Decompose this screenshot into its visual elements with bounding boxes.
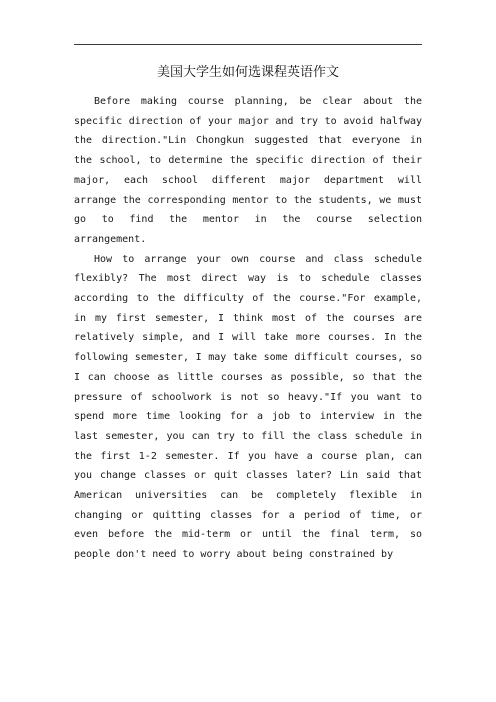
header-rule bbox=[74, 44, 422, 45]
document-title: 美国大学生如何选课程英语作文 bbox=[156, 65, 339, 80]
paragraph: How to arrange your own course and class schedule flexibly? The most direct way is to schedule classes according to the difficulty of the course."For example, in my first semester, I think most of the courses are relatively simple, and I will take more courses. In the following semester, I may take some difficult courses, so I can choose as little courses as possible, so that the pressure of schoolwork is not so heavy."If you want to spend more time looking for a job to interview in the last semester, you can try to fill the class schedule in the first 1-2 semester. If you have a course plan, can you change classes or quit classes later? Lin said that American universities can be completely flexible in changing or quitting classes for a period of time, or even before the mid-term or until the final term, so people don't need to worry about being constrained by bbox=[74, 253, 422, 561]
document-body bbox=[74, 92, 422, 565]
paragraph: Before making course planning, be clear about the specific direction of your major and try to avoid halfway the direction."Lin Chongkun suggested that everyone in the school, to determine the specific direction of their major, each school different major department will arrange the corresponding mentor to the students, we must go to find the mentor in the course selection arrangement. bbox=[74, 96, 422, 245]
